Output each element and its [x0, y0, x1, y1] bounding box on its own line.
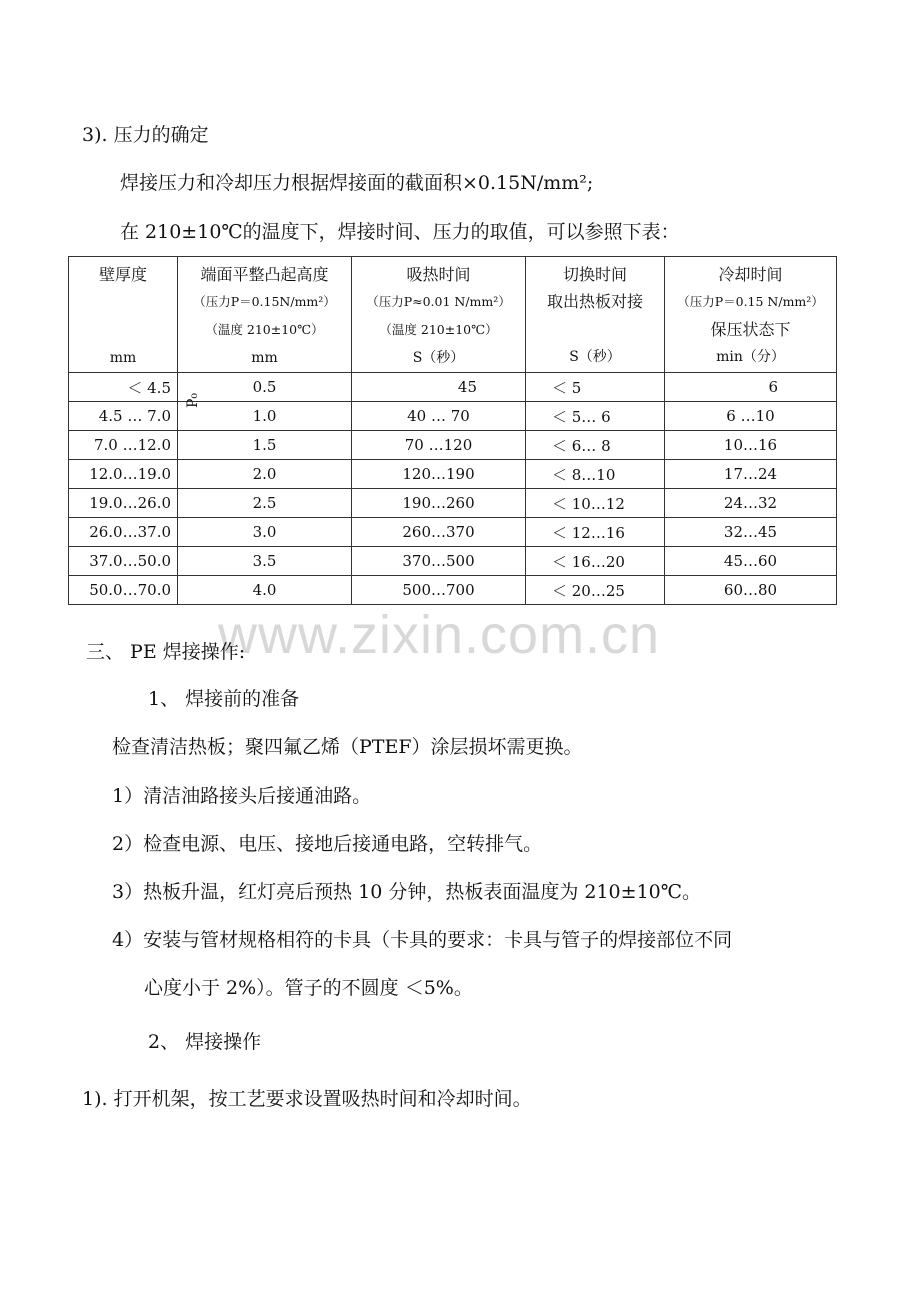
- cell-cooling-time: 32…45: [665, 518, 837, 547]
- cell-cooling-time: 45…60: [665, 547, 837, 576]
- welding-parameter-table: [68, 256, 837, 605]
- table-row: [69, 489, 837, 518]
- cell-changeover-time: ＜ 5: [526, 373, 665, 402]
- step-3-line: 3）热板升温，红灯亮后预热 10 分钟，热板表面温度为 210±10℃。: [112, 881, 702, 903]
- cell-changeover-time: ＜ 12…16: [526, 518, 665, 547]
- p0-rotated-label: P₀: [185, 392, 201, 408]
- cell-heat-soak-time: 70 …120: [352, 431, 526, 460]
- table-row: [69, 431, 837, 460]
- cell-bead-height: 3.0: [178, 518, 352, 547]
- cell-bead-height: 0.5: [178, 373, 352, 402]
- cell-wall-thickness: 4.5 … 7.0: [69, 402, 178, 431]
- cell-wall-thickness: 7.0 …12.0: [69, 431, 178, 460]
- section-3-title: 3). 压力的确定: [82, 124, 209, 146]
- header-cooling-time: 冷却时间 （压力P＝0.15 N/mm²） 保压状态下 min（分）: [665, 257, 837, 373]
- cell-bead-height: 1.0: [178, 402, 352, 431]
- header-changeover-time: 切换时间 取出热板对接 S（秒）: [526, 257, 665, 373]
- temperature-reference-line: 在 210±10℃的温度下，焊接时间、压力的取值，可以参照下表：: [120, 221, 680, 243]
- table-row: [69, 547, 837, 576]
- table-header-row: [69, 257, 837, 373]
- cell-cooling-time: 10…16: [665, 431, 837, 460]
- step-4-line-1: 4）安装与管材规格相符的卡具（卡具的要求：卡具与管子的焊接部位不同: [112, 929, 733, 951]
- cell-bead-height: 2.0: [178, 460, 352, 489]
- step-4-line-2: 心度小于 2%）。管子的不圆度 ＜5%。: [144, 977, 473, 999]
- cell-cooling-time: 60…80: [665, 576, 837, 605]
- check-hot-plate-line: 检查清洁热板；聚四氟乙烯（PTEF）涂层损坏需更换。: [112, 736, 583, 758]
- cell-changeover-time: ＜ 6… 8: [526, 431, 665, 460]
- cell-heat-soak-time: 190…260: [352, 489, 526, 518]
- cell-wall-thickness: ＜ 4.5: [69, 373, 178, 402]
- cell-wall-thickness: 37.0…50.0: [69, 547, 178, 576]
- cell-cooling-time: 6 …10: [665, 402, 837, 431]
- table-row: [69, 460, 837, 489]
- table-row: [69, 402, 837, 431]
- cell-cooling-time: 17…24: [665, 460, 837, 489]
- cell-bead-height: 3.5: [178, 547, 352, 576]
- subsection-1-title: 1、 焊接前的准备: [148, 688, 300, 710]
- table-row: [69, 576, 837, 605]
- pressure-formula-line: 焊接压力和冷却压力根据焊接面的截面积×0.15N/mm²;: [120, 172, 594, 194]
- header-heat-soak-time: 吸热时间 （压力P≈0.01 N/mm²） （温度 210±10℃） S（秒）: [352, 257, 526, 373]
- cell-cooling-time: 6: [665, 373, 837, 402]
- cell-wall-thickness: 50.0…70.0: [69, 576, 178, 605]
- operation-1-line: 1). 打开机架，按工艺要求设置吸热时间和冷却时间。: [82, 1088, 532, 1110]
- cell-changeover-time: ＜ 20…25: [526, 576, 665, 605]
- cell-bead-height: 4.0: [178, 576, 352, 605]
- cell-wall-thickness: 19.0…26.0: [69, 489, 178, 518]
- step-1-line: 1）清洁油路接头后接通油路。: [112, 785, 372, 807]
- header-wall-thickness: 壁厚度 mm: [69, 257, 178, 373]
- header-bead-height: 端面平整凸起高度 （压力P＝0.15N/mm²） （温度 210±10℃） mm: [178, 257, 352, 373]
- cell-heat-soak-time: 40 … 70: [352, 402, 526, 431]
- cell-bead-height: 2.5: [178, 489, 352, 518]
- cell-heat-soak-time: 370…500: [352, 547, 526, 576]
- cell-changeover-time: ＜ 10…12: [526, 489, 665, 518]
- cell-heat-soak-time: 45: [352, 373, 526, 402]
- cell-changeover-time: ＜ 16…20: [526, 547, 665, 576]
- cell-heat-soak-time: 500…700: [352, 576, 526, 605]
- cell-changeover-time: ＜ 5… 6: [526, 402, 665, 431]
- subsection-2-title: 2、 焊接操作: [148, 1031, 262, 1053]
- cell-heat-soak-time: 120…190: [352, 460, 526, 489]
- table-row: [69, 518, 837, 547]
- table-row: [69, 373, 837, 402]
- cell-cooling-time: 24…32: [665, 489, 837, 518]
- cell-changeover-time: ＜ 8…10: [526, 460, 665, 489]
- watermark: www.zixin.com.cn: [218, 605, 661, 665]
- cell-heat-soak-time: 260…370: [352, 518, 526, 547]
- cell-bead-height: 1.5: [178, 431, 352, 460]
- cell-wall-thickness: 12.0…19.0: [69, 460, 178, 489]
- step-2-line: 2）检查电源、电压、接地后接通电路，空转排气。: [112, 833, 543, 855]
- section-pe-title: 三、 PE 焊接操作:: [86, 641, 246, 663]
- cell-wall-thickness: 26.0…37.0: [69, 518, 178, 547]
